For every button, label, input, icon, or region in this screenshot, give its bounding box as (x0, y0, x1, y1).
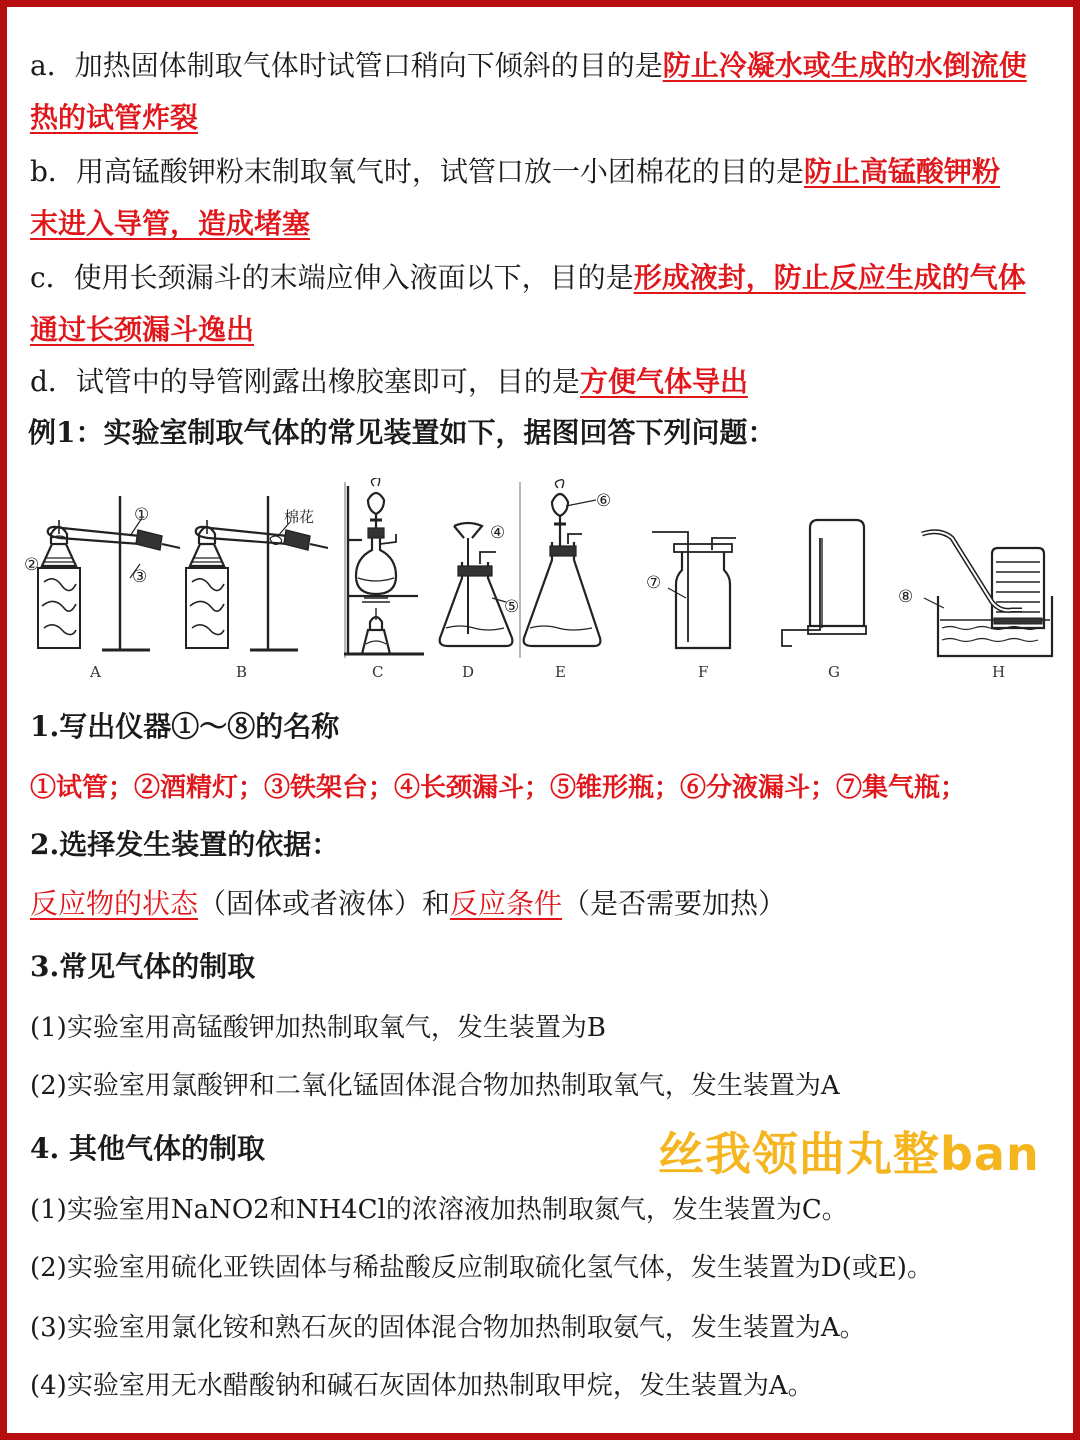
item-b-answer: 防止高锰酸钾粉 (803, 155, 1000, 188)
marker-3: ③ (132, 567, 148, 587)
item-b-line2 (30, 198, 310, 250)
item-a-line2 (30, 92, 198, 144)
marker-5: ⑤ (504, 597, 520, 617)
watermark-text: 丝我领曲丸整ban (658, 1127, 1040, 1181)
q4-item-2: (2)实验室用硫化亚铁固体与稀盐酸反应制取硫化氢气体，发生装置为D(或E)。 (30, 1253, 933, 1283)
q2-title: 2.选择发生装置的依据： (30, 828, 340, 861)
apparatus-g (782, 520, 866, 646)
q2-answer-state: 反应物的状态 (30, 887, 199, 920)
q2-text-tail: （是否需要加热） (562, 887, 787, 920)
label-f: F (698, 663, 709, 681)
apparatus-diagram (22, 478, 1058, 688)
item-d-answer: 方便气体导出 (579, 365, 748, 398)
item-b-line1 (30, 146, 1000, 198)
label-h: H (992, 663, 1006, 681)
marker-7: ⑦ (646, 573, 662, 593)
q4-item-4: (4)实验室用无水醋酸钠和碱石灰固体加热制取甲烷，发生装置为A。 (30, 1371, 814, 1401)
label-b: B (236, 663, 248, 681)
item-c-answer-cont: 通过长颈漏斗逸出 (30, 313, 255, 346)
label-g: G (828, 663, 840, 681)
item-a-line1 (30, 40, 1027, 92)
apparatus-e (524, 480, 601, 646)
item-a-answer: 防止冷凝水或生成的水倒流使 (662, 49, 1027, 82)
marker-6: ⑥ (596, 491, 612, 511)
cotton-label: 棉花 (284, 508, 315, 526)
apparatus-a (38, 496, 180, 650)
apparatus-f (652, 532, 736, 648)
label-d: D (462, 663, 475, 681)
item-d-line (30, 356, 748, 408)
label-e: E (555, 663, 566, 681)
marker-2: ② (24, 555, 40, 575)
marker-8: ⑧ (898, 587, 914, 607)
q2-text-mid: （固体或者液体）和 (198, 887, 451, 920)
q1-title: 1.写出仪器①～⑧的名称 (30, 710, 340, 743)
marker-4: ④ (490, 523, 506, 543)
item-c-line2 (30, 304, 254, 356)
item-b-text: b．用高锰酸钾粉末制取氧气时，试管口放一小团棉花的目的是 (30, 155, 804, 188)
q4-title: 4. 其他气体的制取 (30, 1132, 265, 1165)
q3-title: 3.常见气体的制取 (30, 950, 256, 983)
label-c: C (372, 663, 384, 681)
q4-item-3: (3)实验室用氯化铵和熟石灰的固体混合物加热制取氨气，发生装置为A。 (30, 1313, 866, 1343)
item-c-text: c．使用长颈漏斗的末端应伸入液面以下，目的是 (30, 261, 634, 294)
apparatus-c (344, 478, 424, 654)
q2-answer-line (30, 878, 786, 930)
item-d-text: d．试管中的导管刚露出橡胶塞即可，目的是 (30, 365, 580, 398)
item-c-line1 (30, 252, 1026, 304)
item-c-answer: 形成液封，防止反应生成的气体 (633, 261, 1026, 294)
apparatus-h (922, 532, 1052, 656)
q3-item-2: (2)实验室用氯酸钾和二氧化锰固体混合物加热制取氧气，发生装置为A (30, 1071, 840, 1101)
q4-item-1: (1)实验室用NaNO2和NH4Cl的浓溶液加热制取氮气，发生装置为C。 (30, 1195, 848, 1225)
item-a-answer-cont: 热的试管炸裂 (30, 101, 199, 134)
q2-answer-condition: 反应条件 (450, 887, 563, 920)
label-a: A (90, 663, 101, 681)
q1-answer: ①试管；②酒精灯；③铁架台；④长颈漏斗；⑤锥形瓶；⑥分液漏斗；⑦集气瓶； (30, 773, 967, 803)
marker-1: ① (134, 505, 150, 525)
q3-item-1: (1)实验室用高锰酸钾加热制取氧气，发生装置为B (30, 1013, 606, 1043)
item-b-answer-cont: 末进入导管，造成堵塞 (30, 207, 311, 240)
item-a-text: a．加热固体制取气体时试管口稍向下倾斜的目的是 (30, 49, 663, 82)
example-title: 例1：实验室制取气体的常见装置如下，据图回答下列问题： (28, 416, 776, 449)
